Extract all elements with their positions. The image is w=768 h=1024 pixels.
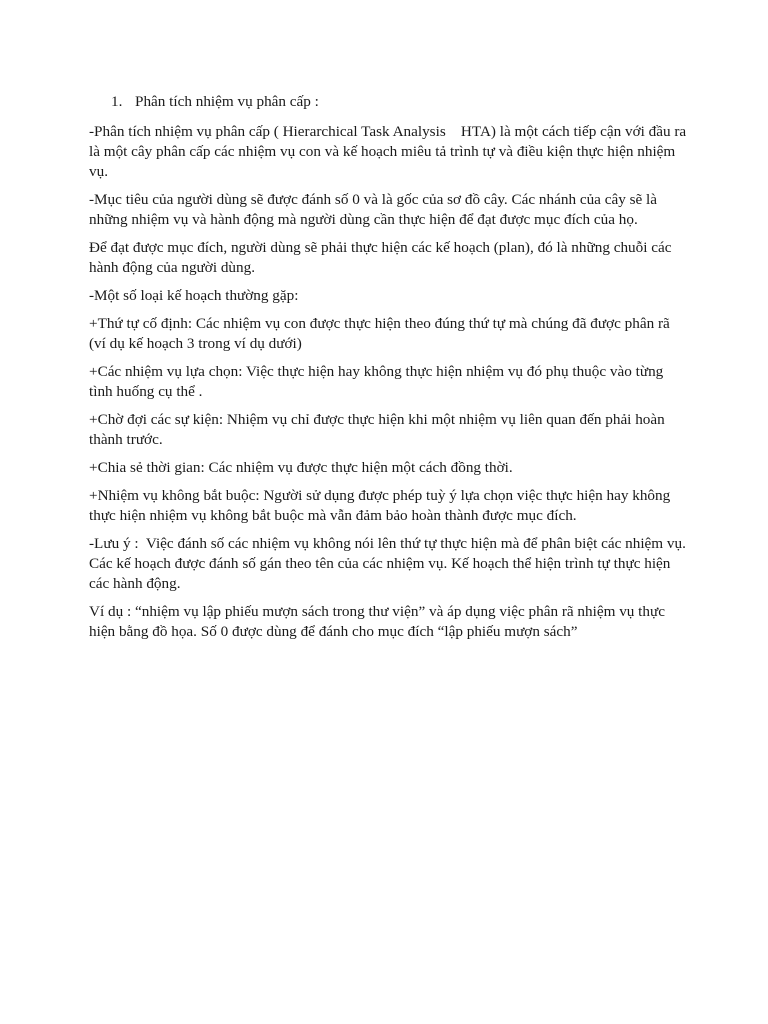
paragraph-user-goal: -Mục tiêu của người dùng sẽ được đánh số 0 và là gốc của sơ đồ cây. Các nhánh của cây sẽ là những nhiệm vụ và hành động mà người dùng cần thực hiện để đạt được mục đích của họ.	[89, 191, 657, 228]
paragraph-hta-definition: -Phân tích nhiệm vụ phân cấp ( Hierarchical Task Analysis HTA) là một cách tiếp cận với đầu ra là một cây phân cấp các nhiệm vụ con và kế hoạch miêu tả trình tự và điều kiện thực hiện nhiệm vụ.	[89, 123, 687, 180]
paragraph-wait-events: +Chờ đợi các sự kiện: Nhiệm vụ chỉ được thực hiện khi một nhiệm vụ liên quan đến phải hoàn thành trước.	[89, 411, 665, 448]
paragraph-non-mandatory: +Nhiệm vụ không bắt buộc: Người sử dụng được phép tuỳ ý lựa chọn việc thực hiện hay không thực hiện nhiệm vụ không bắt buộc mà vẫn đảm bảo hoàn thành được mục đích.	[89, 487, 671, 524]
paragraph-plans: Để đạt được mục đích, người dùng sẽ phải thực hiện các kế hoạch (plan), đó là những chuỗi các hành động của người dùng.	[89, 239, 672, 276]
document-page	[89, 92, 689, 650]
paragraph-example: Ví dụ : “nhiệm vụ lập phiếu mượn sách trong thư viện” và áp dụng việc phân rã nhiệm vụ thực hiện bằng đồ họa. Số 0 được dùng để đánh cho mục đích “lập phiếu mượn sách”	[89, 603, 665, 640]
section-heading	[89, 92, 689, 112]
paragraph-optional-choice: +Các nhiệm vụ lựa chọn: Việc thực hiện hay không thực hiện nhiệm vụ đó phụ thuộc vào từng tình huống cụ thể .	[89, 363, 664, 400]
section-title: Phân tích nhiệm vụ phân cấp :	[135, 93, 319, 110]
paragraph-note: -Lưu ý : Việc đánh số các nhiệm vụ không nói lên thứ tự thực hiện mà để phân biệt các nhiệm vụ. Các kế hoạch được đánh số gán theo tên của các nhiệm vụ. Kế hoạch thể hiện trình tự thực hiện các hành động.	[89, 535, 686, 592]
section-number: 1.	[111, 93, 123, 110]
paragraph-plan-types-intro: -Một số loại kế hoạch thường gặp:	[89, 287, 299, 304]
paragraph-time-sharing: +Chia sẻ thời gian: Các nhiệm vụ được thực hiện một cách đồng thời.	[89, 459, 513, 476]
paragraph-fixed-order: +Thứ tự cố định: Các nhiệm vụ con được thực hiện theo đúng thứ tự mà chúng đã được phân rã (ví dụ kế hoạch 3 trong ví dụ dưới)	[89, 315, 670, 352]
